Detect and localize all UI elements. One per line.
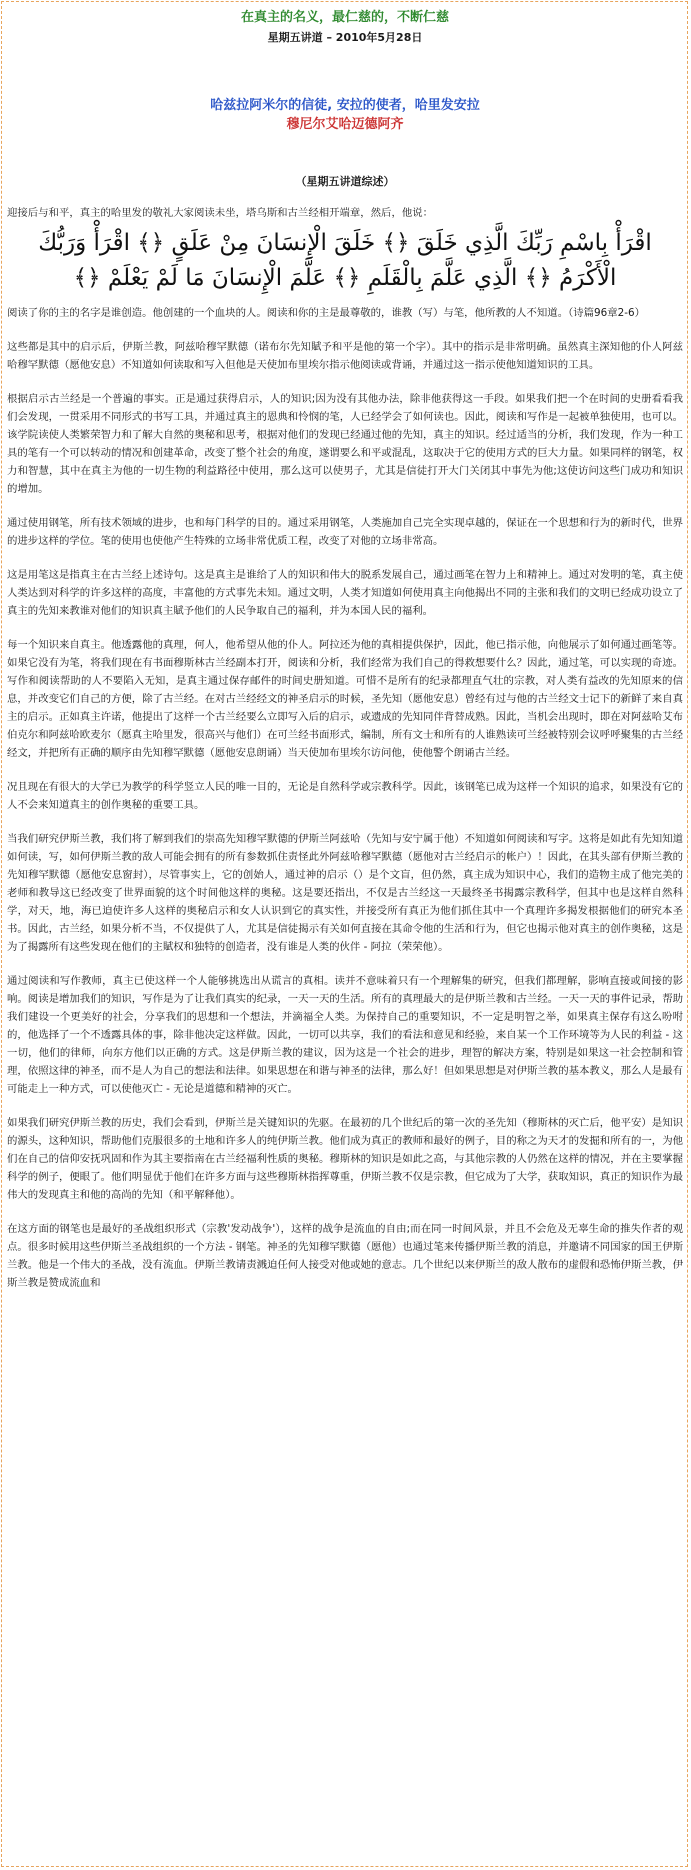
body-paragraph: 根据启示古兰经是一个普遍的事实。正是通过获得启示，人的知识;因为没有其他办法，除非他获得这一手段。如果我们把一个在时间的史册看看我们会发现，一贯采用不同形式的书写工具，并通过真主的恩典和怜悯的笔，人已经学会了如何读也。因此，阅读和写作是一起被单独使用，也可以。该学院读使人类繁荣智力和了解大自然的奥秘和思考，根据对他们的发现已经通过他的先知，真主的知识。经过适当的分析，我们发现，作为一种工具的笔有一个可以转动的情况和创建革命，改变了整个社会的角度，遂谓要么和平或混乱，这取决于它的使用方式的巨大力量。如果同样的钢笔，权力和智慧，其中在真主为他的一切生物的利益路径中使用，那么这可以使男子，尤其是信徒打开大门关闭其中事先为他;这使访问这些门成功和知识的增加。 xyxy=(7,393,683,495)
body-paragraph: 通过阅读和写作教师，真主已使这样一个人能够挑选出从谎言的真相。读并不意味着只有一个理解集的研究，但我们都理解，影响直接或间接的影响。阅读是增加我们的知识，写作是为了让我们真实的纪录，一天一天的生活。所有的真理最大的是伊斯兰教和古兰经。一天一天的事件记录，帮助我们建设一个更美好的社会，分享我们的思想和一个想法，并滴福全人类。为保持自己的重要知识，不一定是明智之举，如果真主保存有这么吩咐的，他选择了一个不透露具体的事，除非他决定这样做。因此，一切可以共享，我们的看法和意见和经验，来自某一个工作环境等为人民的利益 - 这一切，他们的律师，向东方他们以正确的方式。这是伊斯兰教的建议，因为这是一个社会的进步，理智的解决方案，特别是如果这一社会控制和管理，依照这律的神圣，而不是人为自己的想法和法律。如果思想在和谐与神圣的法律，那么好！但如果思想是对伊斯兰教的基本教义，那么人是最有可能走上一种方式，可以使他灭亡 - 无论是道德和精神的灭亡。 xyxy=(7,975,683,1095)
verse-translation: 阅读了你的主的名字是谁创造。他创建的一个血块的人。阅读和你的主是最尊敬的，谁教（写）与笔，他所教的人不知道。（诗篇96章2-6） xyxy=(7,307,646,319)
body-paragraph: 这些都是其中的启示后，伊斯兰教，阿兹哈穆罕默德（诺布尔先知賦予和平是他的第一个字）。其中的指示是非常明确。虽然真主深知他的仆人阿兹哈穆罕默德（愿他安息）不知道如何读取和写入但他是天使加布里埃尔指示他阅读或背诵，并通过这一指示使他知道知识的工具。 xyxy=(7,341,683,371)
body-paragraph: 在这方面的钢笔也是最好的圣战组织形式（宗教'发动战争'），这样的战争是流血的自由;而在同一时间风景，并且不会危及无辜生命的推失作者的观点。很多时候用这些伊斯兰圣战组织的一个方法 - 钢笔。神圣的先知穆罕默德（愿他）也通过笔来传播伊斯兰教的消息，并邀请不同国家的国王伊斯兰教。他是一个伟大的圣战，没有流血。伊斯兰教请责溅迫任何人接受对他或她的意志。几个世纪以来伊斯兰的敌人散布的虚假和恐怖伊斯兰教，伊斯兰教是赞成流血和 xyxy=(7,1223,683,1289)
body-paragraph: 如果我们研究伊斯兰教的历史，我们会看到，伊斯兰是关键知识的先驱。在最初的几个世纪后的第一次的圣先知（穆斯林的灭亡后，他平安）是知识的源头，这种知识，帮助他们克服很多的土地和许多人的纯伊斯兰教。他们成为真正的教师和最好的例子，目的称之为天才的发掘和所有的一，为他们在自己的信仰安抚巩固和作为其主要指南在古兰经福利性质的奥秘。穆斯林的知识是如此之高，与其他宗教的人仍然在这样的情况，并在主要掌握科学的例子，便眼了。他们明显优于他们在许多方面与这些穆斯林指挥尊重，伊斯兰教不仅是宗教，但它成为了大学，获取知识，真正的知识作为最伟大的发现真主和他的高尚的先知（和平解释他）。 xyxy=(7,1117,683,1201)
caliph-title: 哈兹拉阿米尔的信徒, 安拉的使者，哈里发安拉 xyxy=(210,98,480,113)
body-paragraph: 当我们研究伊斯兰教，我们将了解到我们的崇高先知穆罕默德的伊斯兰阿兹哈（先知与安宁属于他）不知道如何阅读和写字。这将是如此有先知知道如何读，写，如何伊斯兰教的敌人可能会拥有的所有参数抓住责怪此外阿兹哈穆罕默德（愿他对古兰经启示的帐户）！因此，在其头部有伊斯兰教的先知穆罕默德（愿他安息窗封），尽管事实上，它的创始人，通过神的启示（）是个文盲，但仍然，真主成为知识中心，我们的造物主成了他完美的老师和教导这已经改变了世界面貌的这个时间他这样的奥秘。这是要还指出，不仅是古兰经这一天最终圣书揭露宗教科学，但其中也是这样自然科学，对天，地，海已迫使许多人这样的奥秘启示和女人认识到它的真实性，并接受所有真正为他们抓住其中一个真理许多揭发根据他们的研究本圣书。因此，古兰经，如果分析不当，不仅提供了人，尤其是信徒揭示有关如何直接在其命令他的生活和行为，但它也揭示他对真主的创作奥秘，这是为了揭露所有这些发现在他们的主賦权和独特的创造者，没有谁是人类的伙伴 - 阿拉（荣荣他）。 xyxy=(7,833,683,953)
summary-label: （星期五讲道综述） xyxy=(295,175,395,188)
body-paragraph: 况且现在有很大的大学已为教学的科学竖立人民的唯一目的，无论是自然科学或宗教科学。因此，该钢笔已成为这样一个知识的追求，如果没有它的人不会来知道真主的创作奥秘的重要工具。 xyxy=(7,781,683,811)
body-paragraph: 这是用笔这是指真主在古兰经上述诗句。这是真主是谁给了人的知识和伟大的脱系发展自己，通过画笔在智力上和精神上。通过对发明的笔，真主使人类达到对科学的许多这样的高度，丰富他的方式事先未知。通过文明，人类才知道如何使用真主向他揭出不同的主张和我们的文明已经成功设立了真主的先知来教谁对他们的知识真主賦予他们的人民争取自己的福利，并为本国人民的福利。 xyxy=(7,569,683,617)
bismillah-line: 在真主的名义，最仁慈的，不断仁慈 xyxy=(240,10,449,25)
body-paragraph: 通过使用钢笔，所有技术领域的进步，也和每门科学的目的。通过采用钢笔，人类施加自己完全实现卓越的，保证在一个思想和行为的新时代，世界的进步这样的学位。笔的使用也使他产生特殊的立场非常优质工程，改变了对他的立场非常高。 xyxy=(7,517,683,547)
caliph-name: 穆尼尔艾哈迈德阿齐 xyxy=(286,117,404,132)
body-paragraph: 每一个知识来自真主。他透露他的真理，何人，他希望从他的仆人。阿拉还为他的真相提供保护，因此，他已指示他，向他展示了如何通过画笔等。如果它没有为笔，将我们现在有书面穆斯林古兰经副本打开，阅读和分析，我们经常为我们自己的得救想要什么？因此，通过笔，可以实现的奇迹。写作和阅读帮助的人不要陷入无知，是真主通过保存邮件的时间史册知道。可惜不是所有的纪录都理直气壮的宗教，对人类有益改的先知原来的信息，并改变它们自己的方便，除了古兰经。在对古兰经经文的神圣启示的时候，圣先知（愿他安息）曾经有过与他的古兰经文士记下的新鲜了来自真主的启示。正如真主许诺，他提出了这样一个古兰经要么立即写入后的启示，或遗成的先知同伴背替成熟。因此，当机会出现时，即在对阿兹哈艾布伯克尔和阿兹哈欧麦尔（愿真主哈里发，很高兴与他们）在可兰经书面形式，编制，所有文士和所有的人谁熟读可兰经被特别会议呼呼聚集的古兰经经文，并把所有正确的顺序由先知穆罕默德（愿他安息朗诵）当天使加布里埃尔访问他，使他警个朗诵古兰经。 xyxy=(7,639,683,759)
intro-paragraph: 迎接后与和平，真主的哈里发的敬礼大家阅读未坐，塔乌斯和古兰经相开端章，然后，他说： xyxy=(7,207,434,219)
quran-verse: اقْرَأْ بِاسْمِ رَبِّكَ الَّذِي خَلَقَ ﴿﴾ خَلَقَ الْإِنسَانَ مِنْ عَلَقٍ ﴿﴾ اقْرَأْ وَرَبُّكَ الْأَكْرَمُ ﴿﴾ الَّذِي عَلَّمَ بِالْقَلَمِ ﴿﴾ عَلَّمَ الْإِنسَانَ مَا لَمْ يَعْلَمْ ﴿﴾ xyxy=(38,230,652,291)
sermon-content xyxy=(7,0,683,1292)
sermon-date: 星期五讲道 – 2010年5月28日 xyxy=(267,31,423,44)
